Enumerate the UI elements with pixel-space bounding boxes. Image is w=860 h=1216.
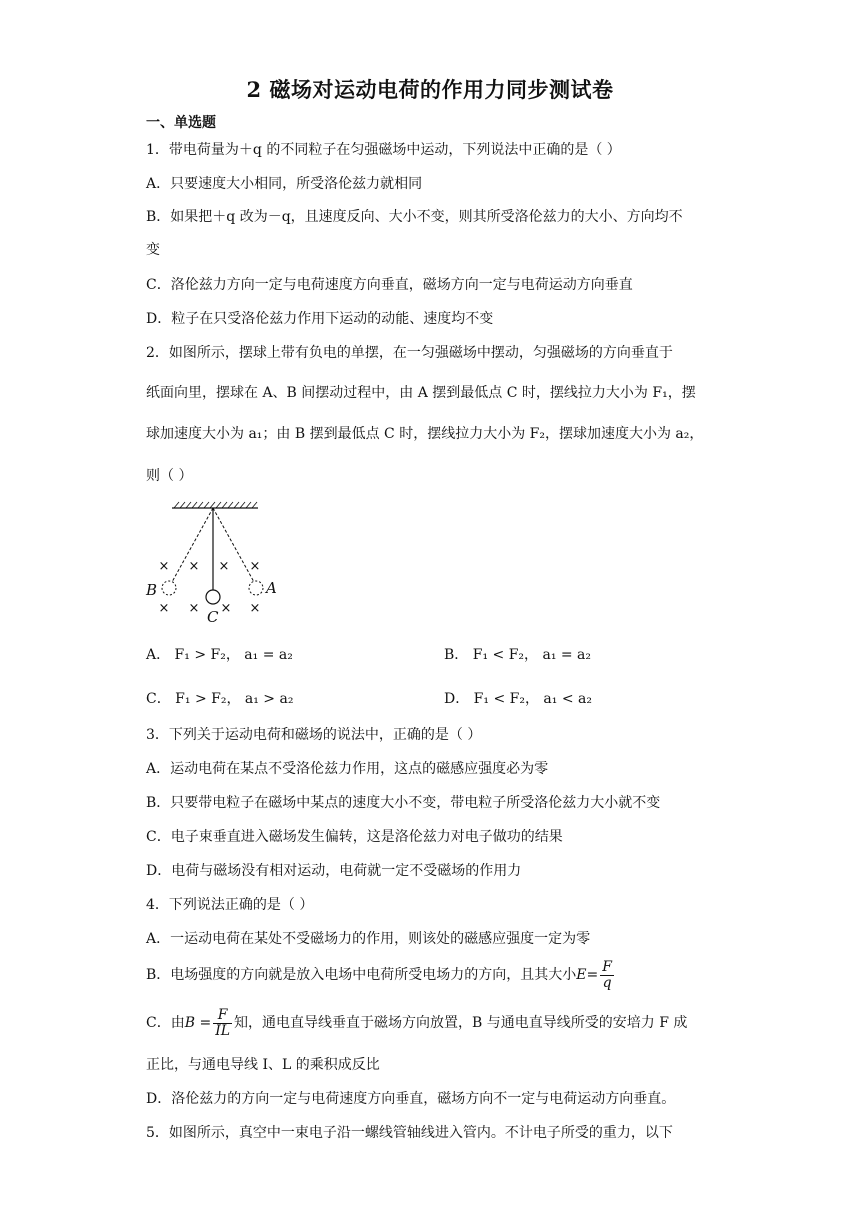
q2-option-c: C． F₁ > F₂， a₁ > a₂ — [146, 691, 294, 707]
q2-option-a: A． F₁ > F₂， a₁ = a₂ — [146, 647, 293, 663]
q4-option-c-pre: C．由 — [146, 1015, 185, 1031]
q2-option-b: B． F₁ < F₂， a₁ = a₂ — [444, 647, 592, 663]
fraction-numerator: F — [213, 1008, 232, 1024]
q4-b-fraction — [600, 960, 614, 991]
field-cross: × — [249, 601, 261, 616]
q4-c-fraction — [213, 1008, 232, 1039]
field-cross: × — [218, 559, 230, 574]
page-title: 2 磁场对运动电荷的作用力同步测试卷 — [246, 77, 614, 102]
q5-stem: 5．如图所示，真空中一束电子沿一螺线管轴线进入管内。不计电子所受的重力，以下 — [146, 1125, 673, 1141]
q1-option-b-cont: 变 — [146, 242, 160, 258]
q4-option-b — [146, 958, 616, 992]
fraction-denominator: IL — [215, 1022, 231, 1039]
q4-option-d: D．洛伦兹力的方向一定与电荷速度方向垂直，磁场方向不一定与电荷运动方向垂直。 — [146, 1091, 676, 1107]
label-c: C — [207, 608, 219, 626]
pendulum-diagram — [142, 500, 277, 628]
q3-option-c: C．电子束垂直进入磁场发生偏转，这是洛伦兹力对电子做功的结果 — [146, 829, 563, 845]
ball-at-c — [206, 590, 220, 604]
ball-at-a — [249, 581, 263, 595]
q1-stem: 1．带电荷量为＋q 的不同粒子在匀强磁场中运动，下列说法中正确的是（ ） — [146, 142, 621, 158]
q2-stem-line3: 球加速度大小为 a₁；由 B 摆到最低点 C 时，摆线拉力大小为 F₂，摆球加速度大小为 a₂， — [146, 426, 704, 442]
field-cross: × — [158, 601, 170, 616]
q2-stem-line4: 则（ ） — [146, 468, 193, 484]
q2-stem-line2: 纸面向里，摆球在 A、B 间摆动过程中，由 A 摆到最低点 C 时，摆线拉力大小为 F₁，摆 — [146, 385, 696, 401]
q4-option-a: A．一运动电荷在某处不受磁场力的作用，则该处的磁感应强度一定为零 — [146, 931, 591, 947]
q4-option-c-cont: 正比，与通电导线 I、L 的乘积成反比 — [146, 1057, 380, 1073]
field-cross: × — [220, 601, 232, 616]
q4-stem: 4．下列说法正确的是（ ） — [146, 897, 314, 913]
ceiling-hatch — [172, 502, 258, 508]
field-cross: × — [158, 559, 170, 574]
q2-stem-line1: 2．如图所示，摆球上带有负电的单摆，在一匀强磁场中摆动，匀强磁场的方向垂直于 — [146, 345, 673, 361]
q4-c-lhs: B = — [184, 1015, 212, 1031]
q4-option-b-text: B．电场强度的方向就是放入电场中电荷所受电场力的方向，且其大小 — [146, 967, 577, 983]
label-b: B — [146, 581, 158, 599]
q4-option-c-post: 知，通电直导线垂直于磁场方向放置，B 与通电直导线所受的安培力 F 成 — [234, 1015, 688, 1031]
q1-option-a: A．只要速度大小相同，所受洛伦兹力就相同 — [146, 176, 423, 192]
q3-stem: 3．下列关于运动电荷和磁场的说法中，正确的是（ ） — [146, 727, 482, 743]
q4-option-c — [146, 1006, 687, 1040]
q2-option-d: D． F₁ < F₂， a₁ < a₂ — [444, 691, 592, 707]
section-heading: 一、单选题 — [146, 115, 216, 131]
q1-option-c: C．洛伦兹力方向一定与电荷速度方向垂直，磁场方向一定与电荷运动方向垂直 — [146, 277, 633, 293]
ball-at-b — [162, 581, 176, 595]
q3-option-b: B．只要带电粒子在磁场中某点的速度大小不变，带电粒子所受洛伦兹力大小就不变 — [146, 795, 661, 811]
q3-option-d: D．电荷与磁场没有相对运动，电荷就一定不受磁场的作用力 — [146, 863, 522, 879]
field-cross: × — [249, 559, 261, 574]
fraction-denominator: q — [602, 974, 612, 991]
fraction-numerator: F — [602, 958, 612, 975]
label-a: A — [266, 579, 277, 597]
q3-option-a: A．运动电荷在某点不受洛伦兹力作用，这点的磁感应强度必为零 — [146, 761, 549, 777]
q1-option-d: D．粒子在只受洛伦兹力作用下运动的动能、速度均不变 — [146, 311, 494, 327]
q1-option-b: B．如果把＋q 改为－q，且速度反向、大小不变，则其所受洛伦兹力的大小、方向均不 — [146, 209, 683, 225]
field-cross: × — [188, 559, 200, 574]
q4-b-lhs: E= — [576, 967, 599, 983]
field-cross: × — [188, 601, 200, 616]
